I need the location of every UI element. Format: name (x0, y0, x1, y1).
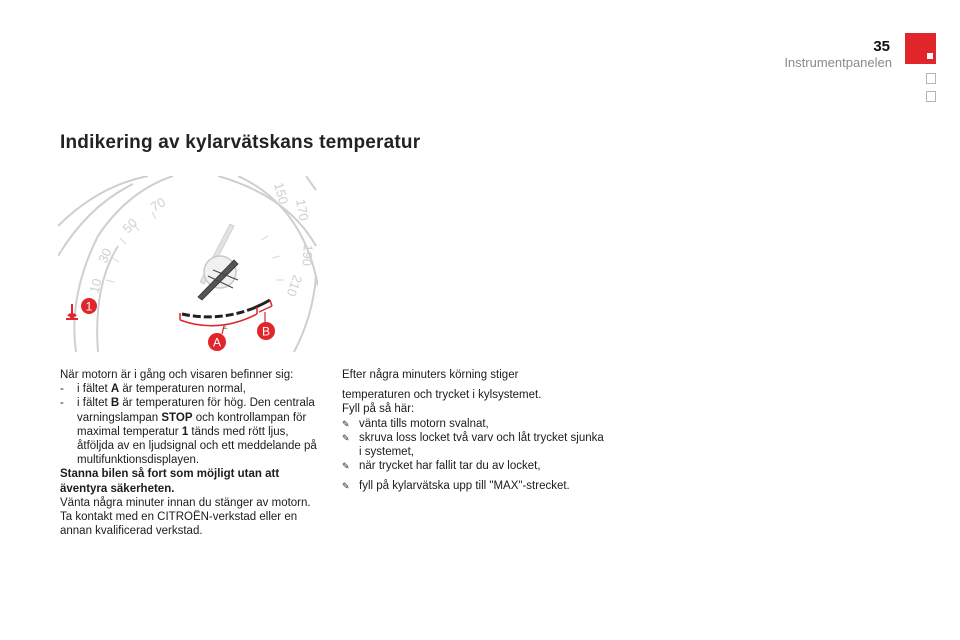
safety-warning: Stanna bilen så fort som möjligt utan att äventyra säkerheten. (60, 468, 280, 495)
callout-b (257, 322, 275, 340)
right-intro-line-1: Efter några minuters körning stiger (342, 369, 519, 381)
fill-heading: Fyll på så här: (342, 403, 415, 416)
section-name: Instrumentpanelen (784, 55, 892, 70)
speedo-number: 150 (271, 180, 292, 206)
page-number: 35 (873, 38, 890, 55)
zone-a-arc (182, 308, 254, 317)
gauge-center (198, 224, 238, 300)
zone-b-arc (254, 300, 270, 308)
right-intro-line-2: temperaturen och trycket i kylsystemet. (342, 389, 542, 402)
list-item: ✎ vänta tills motorn svalnat, (342, 417, 489, 430)
speedo-number: 50 (119, 215, 141, 237)
speedo-number: 30 (95, 245, 115, 266)
list-item: ✎ fyll på kylarvätska upp till "MAX"-strecket. (342, 480, 570, 493)
left-column-text (60, 368, 320, 538)
chapter-tab-marker (927, 53, 933, 59)
svg-text:⊥: ⊥ (222, 324, 229, 331)
speedo-number: 190 (299, 243, 316, 267)
speedo-number: 170 (293, 197, 312, 222)
callout-a-label: A (212, 335, 222, 350)
right-column-text (342, 368, 607, 494)
speedo-number: 210 (283, 272, 306, 299)
contact-instruction: Ta kontakt med en CITROËN-verkstad eller en annan kvalificerad verkstad. (60, 511, 298, 538)
coolant-gauge-figure (58, 176, 318, 352)
list-item: ✎ skruva loss locket två varv och låt trycket sjunka i systemet, (342, 431, 604, 459)
list-item: - i fältet A är temperaturen normal, (60, 383, 246, 396)
chapter-tab[interactable] (926, 73, 936, 84)
wait-instruction: Vänta några minuter innan du stänger av motorn. (60, 496, 311, 509)
page-title: Indikering av kylarvätskans temperatur (60, 132, 421, 153)
chapter-tab[interactable] (926, 91, 936, 102)
speedo-number: 70 (148, 194, 169, 215)
list-item: ✎ när trycket har fallit tar du av locket, (342, 460, 541, 473)
callout-1 (81, 298, 97, 314)
callout-a (208, 333, 226, 351)
zone-b-bracket (259, 306, 272, 312)
callout-b-label: B (261, 324, 271, 339)
left-intro: När motorn är i gång och visaren befinner sig: (60, 369, 294, 381)
callout-1-label: 1 (85, 299, 93, 314)
list-item: - i fältet B är temperaturen för hög. Den centrala varningslampan STOP och kontrollampan för maximal temperatur 1 tänds med rött ljus, åtföljda av en ljudsignal och ett meddelande på multifunktionsdisplayen. (60, 397, 317, 467)
speedo-number: 10 (86, 276, 105, 295)
chapter-tab-active[interactable] (905, 33, 936, 64)
